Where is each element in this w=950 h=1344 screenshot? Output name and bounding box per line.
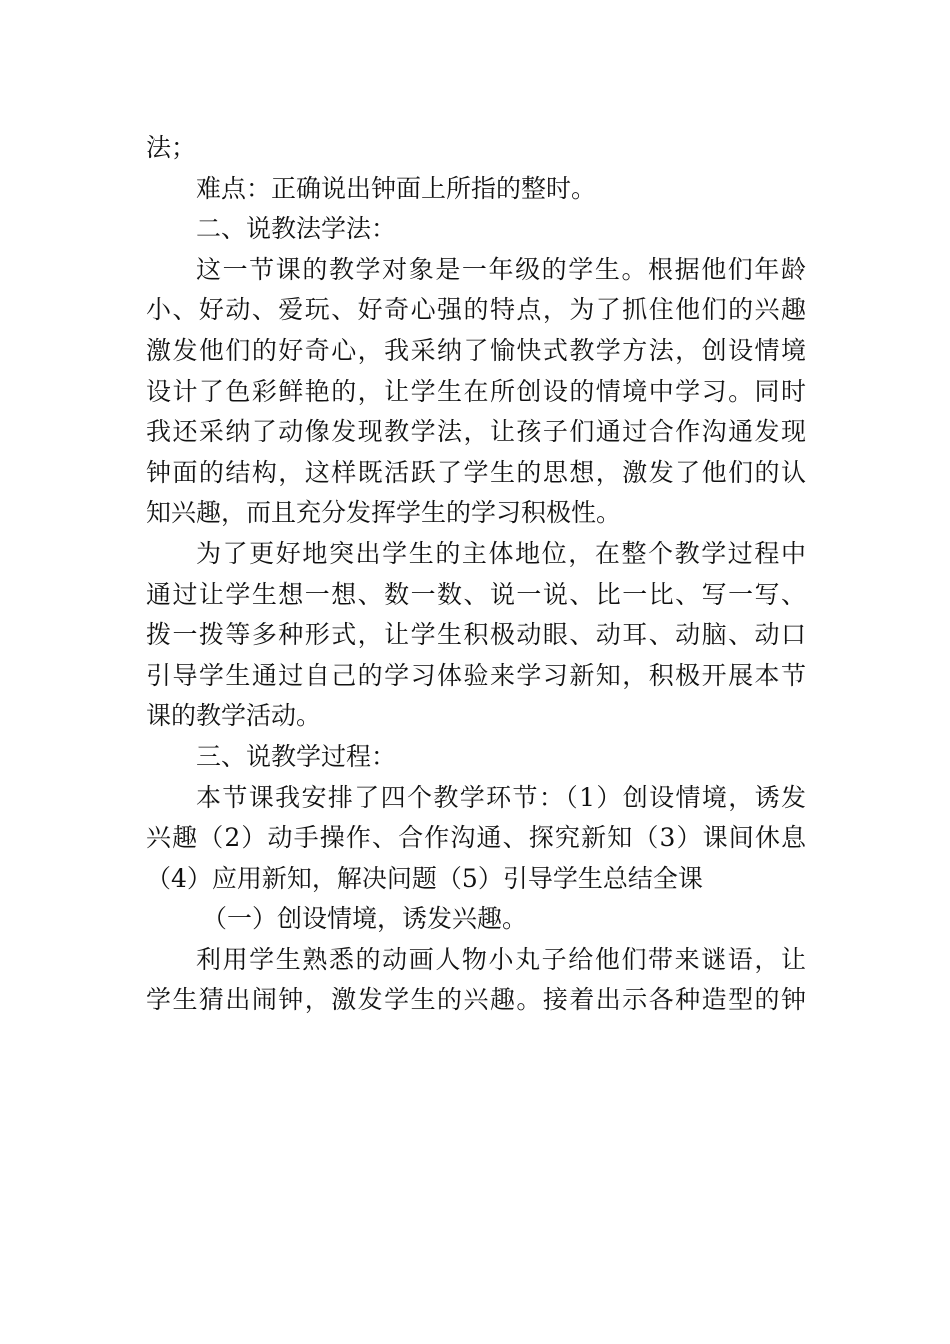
text-line: 本节课我安排了四个教学环节：（1）创设情境，诱发 <box>196 782 806 812</box>
text-line: 为了更好地突出学生的主体地位，在整个教学过程中 <box>196 538 806 568</box>
section-heading-3: 三、说教学过程： <box>196 741 397 771</box>
text-line: 知兴趣，而且充分发挥学生的学习积极性。 <box>146 498 622 528</box>
section-heading-2: 二、说教法学法： <box>196 214 397 244</box>
text-line: 通过让学生想一想、数一数、说一说、比一比、写一写、 <box>146 579 806 609</box>
text-line: （4）应用新知，解决问题（5）引导学生总结全课 <box>146 863 703 893</box>
text-line: 拨一拨等多种形式，让学生积极动眼、动耳、动脑、动口 <box>146 620 806 650</box>
text-line: 引导学生通过自己的学习体验来学习新知，积极开展本节 <box>146 660 806 690</box>
text-line: 学生猜出闹钟，激发学生的兴趣。接着出示各种造型的钟 <box>146 985 806 1015</box>
text-line: 课的教学活动。 <box>146 701 322 731</box>
text-line: 法； <box>146 133 197 162</box>
subsection-heading-1: （一）创设情境，诱发兴趣。 <box>202 904 528 934</box>
difficulty-line: 难点：正确说出钟面上所指的整时。 <box>196 173 597 203</box>
text-line: 利用学生熟悉的动画人物小丸子给他们带来谜语，让 <box>196 944 806 974</box>
text-line: 设计了色彩鲜艳的，让学生在所创设的情境中学习。同时 <box>146 376 806 406</box>
text-line: 激发他们的好奇心，我采纳了愉快式教学方法，创设情境 <box>146 335 806 365</box>
text-line: 小、好动、爱玩、好奇心强的特点，为了抓住他们的兴趣 <box>146 295 806 325</box>
document-page <box>146 128 806 1021</box>
text-line: 兴趣（2）动手操作、合作沟通、探究新知（3）课间休息 <box>146 823 806 853</box>
text-line: 这一节课的教学对象是一年级的学生。根据他们年龄 <box>196 254 806 284</box>
text-line: 钟面的结构，这样既活跃了学生的思想，激发了他们的认 <box>146 457 806 487</box>
text-line: 我还采纳了动像发现教学法，让孩子们通过合作沟通发现 <box>146 417 806 447</box>
